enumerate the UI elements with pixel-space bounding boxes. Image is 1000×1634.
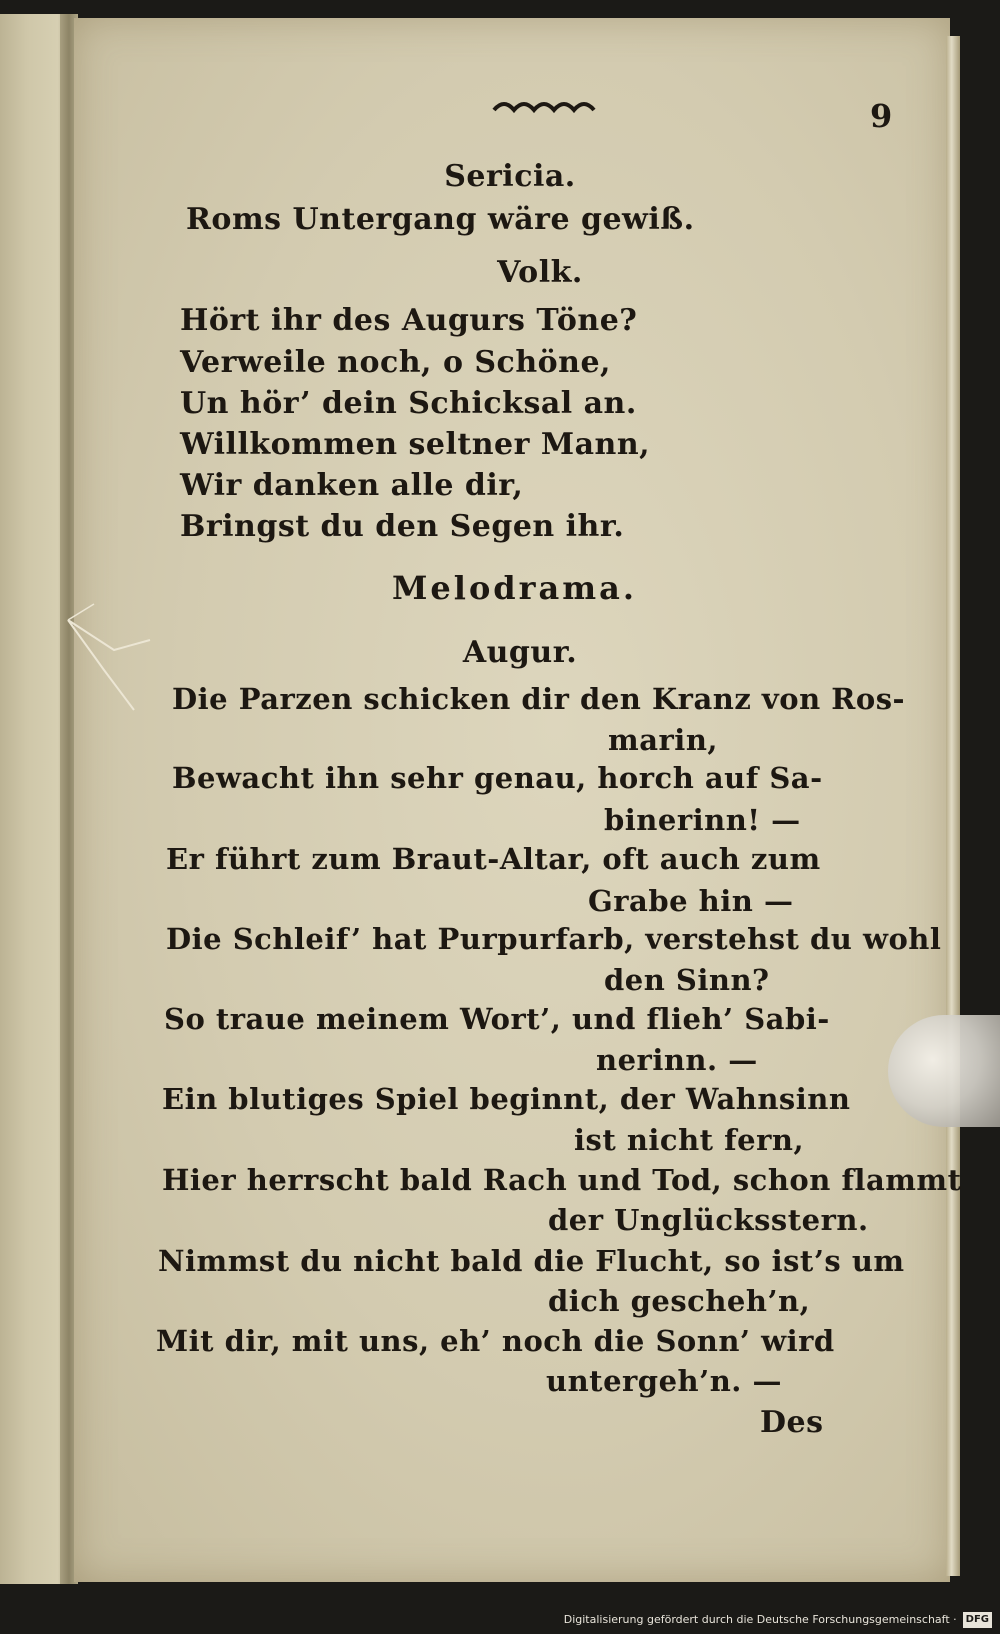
dfg-logo: DFG (963, 1612, 992, 1628)
verse-line: Bringst du den Segen ihr. (180, 509, 625, 544)
section-title: Melodrama. (392, 569, 637, 607)
augur-line-continuation: marin, (608, 723, 718, 757)
page-edge (946, 36, 960, 1576)
augur-line: Die Parzen schicken dir den Kranz von Ros- (172, 682, 906, 716)
verse-line: Roms Untergang wäre gewiß. (186, 202, 695, 237)
augur-line-continuation: dich gescheh’n, (548, 1284, 811, 1318)
header-ornament (490, 92, 600, 120)
verse-line: Verweile noch, o Schöne, (180, 345, 611, 380)
speaker-augur: Augur. (462, 635, 578, 670)
augur-line-continuation: untergeh’n. — (546, 1364, 782, 1398)
augur-line-continuation: nerinn. — (596, 1043, 758, 1077)
credit-text: Digitalisierung gefördert durch die Deutsche Forschungsgemeinschaft · (563, 1613, 957, 1626)
verse-line: Wir danken alle dir, (180, 468, 524, 503)
page-clip (888, 1015, 1000, 1127)
speaker-sericia: Sericia. (444, 159, 576, 194)
digitization-credit (564, 1610, 992, 1630)
augur-line-continuation: ist nicht fern, (574, 1123, 805, 1157)
augur-line: Er führt zum Braut-Altar, oft auch zum (166, 842, 821, 876)
augur-line-continuation: Grabe hin — (588, 884, 794, 918)
speaker-volk: Volk. (497, 255, 583, 290)
augur-line-continuation: den Sinn? (604, 963, 770, 997)
augur-line: Nimmst du nicht bald die Flucht, so ist’s um (158, 1244, 905, 1278)
augur-line: So traue meinem Wort’, und flieh’ Sabi- (164, 1002, 830, 1036)
augur-line-continuation: der Unglücksstern. (548, 1203, 869, 1237)
page-number: 9 (870, 97, 893, 135)
augur-line: Die Schleif’ hat Purpurfarb, verstehst du wohl (166, 922, 942, 956)
augur-line-continuation: binerinn! — (604, 803, 801, 837)
verse-line: Un hör’ dein Schicksal an. (180, 386, 637, 421)
augur-line: Mit dir, mit uns, eh’ noch die Sonn’ wird (156, 1324, 835, 1358)
augur-line: Hier herrscht bald Rach und Tod, schon flammt (162, 1163, 962, 1197)
verse-line: Hört ihr des Augurs Töne? (180, 303, 638, 338)
left-page (0, 14, 68, 1584)
augur-line: Ein blutiges Spiel beginnt, der Wahnsinn (162, 1082, 851, 1116)
augur-line: Bewacht ihn sehr genau, horch auf Sa- (172, 761, 823, 795)
catchword: Des (760, 1405, 824, 1440)
verse-line: Willkommen seltner Mann, (180, 427, 651, 462)
